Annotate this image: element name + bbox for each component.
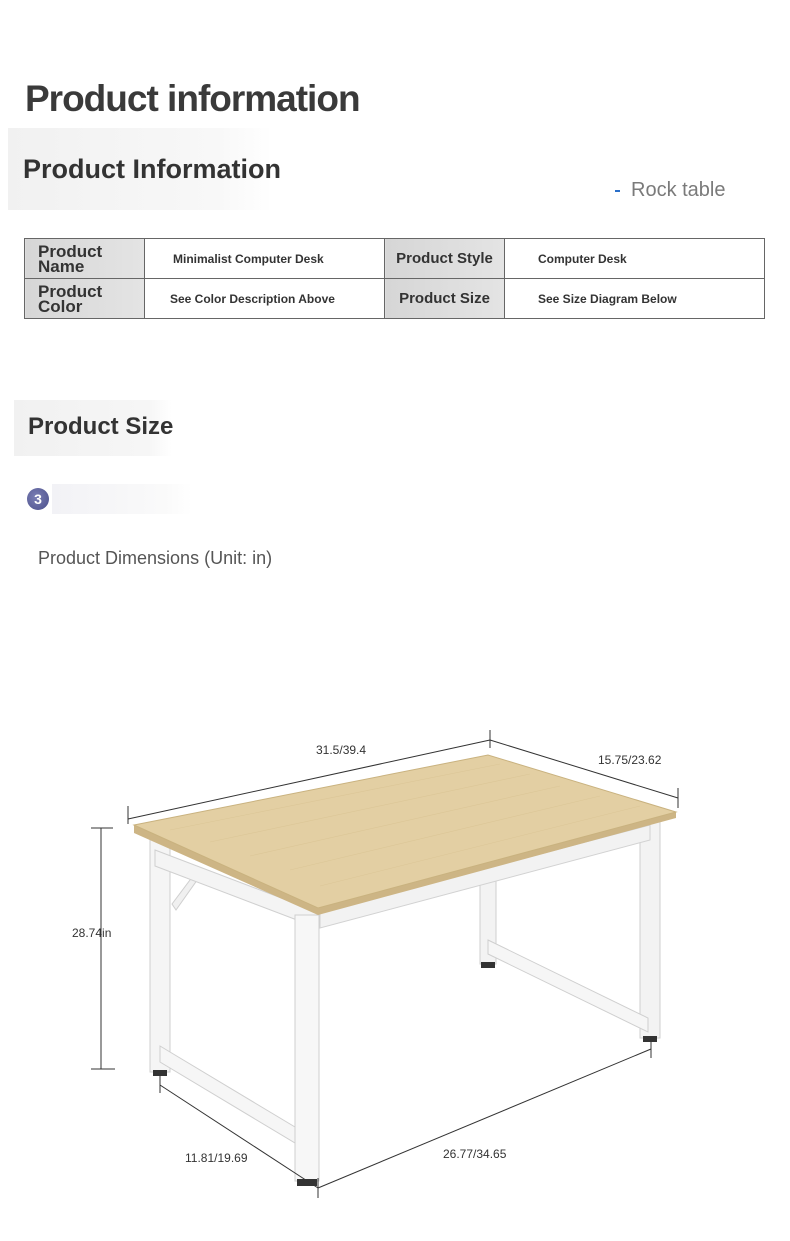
front-left-leg [150,840,170,1076]
dim-top-length: 31.5/39.4 [316,743,367,757]
label-product-style: Product Style [385,239,505,279]
label-product-name: Product Name [25,239,145,279]
right-lower-rail [488,940,648,1032]
back-right-leg [640,820,660,1042]
dimensions-caption: Product Dimensions (Unit: in) [38,548,273,568]
faint-subtitle-bar [52,484,192,514]
value-product-size: See Size Diagram Below [505,279,765,319]
page-title: Product information [25,78,360,119]
step-number-badge: 3 [27,488,49,510]
label-product-size: Product Size [385,279,505,319]
size-section-title: Product Size [28,413,174,440]
front-right-leg [295,915,319,1186]
product-tag: Rock table [631,179,726,201]
dim-base-length: 26.77/34.65 [443,1147,507,1161]
value-product-style: Computer Desk [505,239,765,279]
value-product-name: Minimalist Computer Desk [145,239,385,279]
table-row [25,279,765,319]
tag-dash-icon [615,190,620,192]
product-info-table [24,238,765,319]
dim-height: 28.74in [72,926,112,940]
dim-base-depth: 11.81/19.69 [185,1151,248,1165]
dim-top-depth: 15.75/23.62 [598,753,662,767]
desk-dimension-diagram [0,700,790,1220]
value-product-color: See Color Description Above [145,279,385,319]
label-product-color: Product Color [25,279,145,319]
table-row [25,239,765,279]
info-section-title: Product Information [23,154,281,184]
